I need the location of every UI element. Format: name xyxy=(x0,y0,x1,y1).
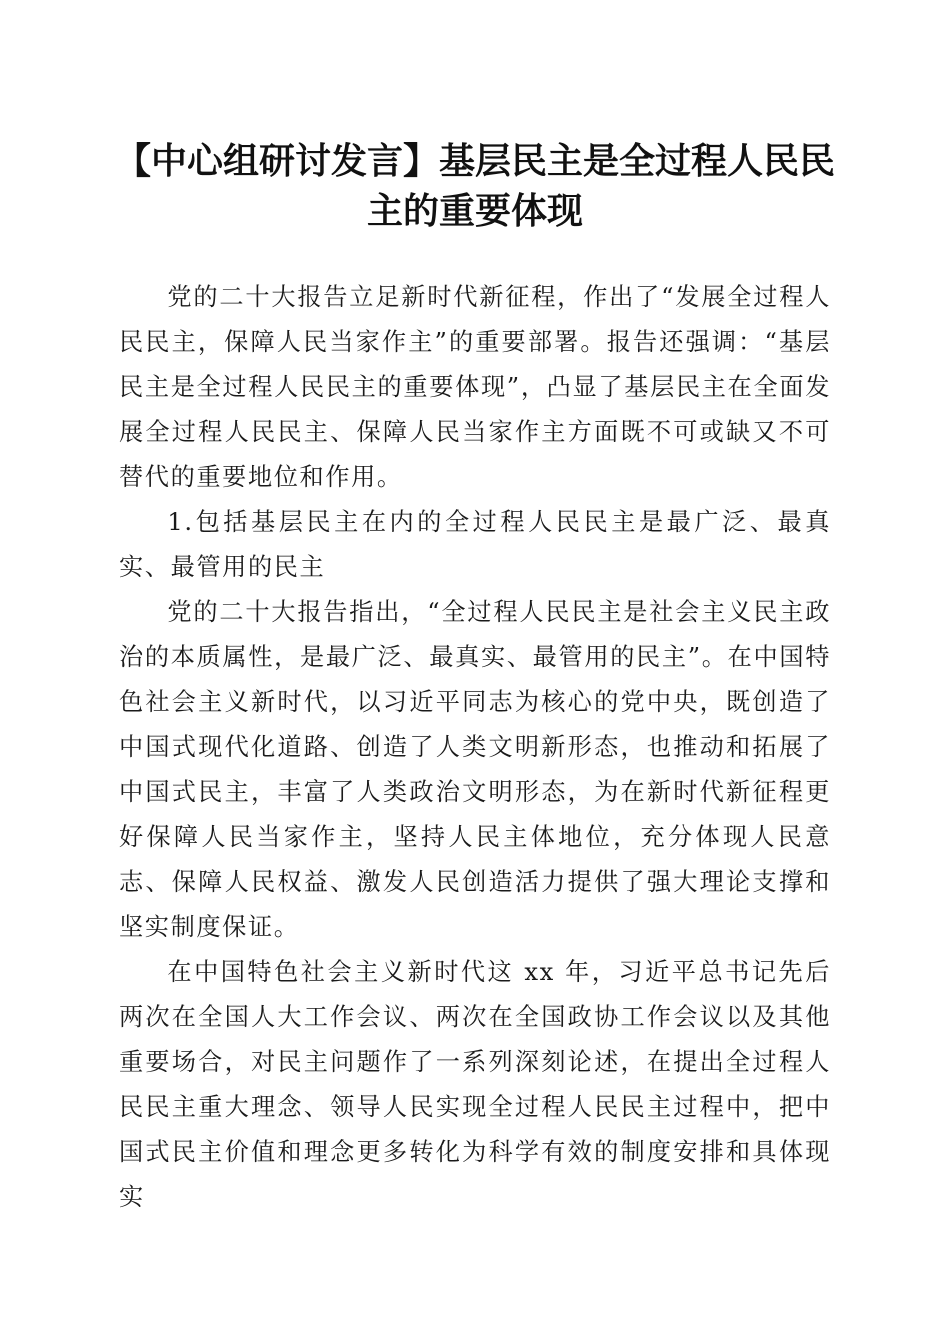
document-body xyxy=(119,275,831,1220)
paragraph-3: 在中国特色社会主义新时代这 xx 年，习近平总书记先后两次在全国人大工作会议、两次在全国政协工作会议以及其他重要场合，对民主问题作了一系列深刻论述，在提出全过程人民民主重大理念、领导人民实现全过程人民民主过程中，把中国式民主价值和理念更多转化为科学有效的制度安排和具体现实 xyxy=(119,958,831,1211)
title-line-2: 主的重要体现 xyxy=(366,190,583,232)
paragraph-2: 党的二十大报告指出，“全过程人民民主是社会主义民主政治的本质属性，是最广泛、最真实、最管用的民主”。在中国特色社会主义新时代，以习近平同志为核心的党中央，既创造了中国式现代化道路、创造了人类文明新形态，也推动和拓展了中国式民主，丰富了人类政治文明形态，为在新时代新征程更好保障人民当家作主，坚持人民主体地位，充分体现人民意志、保障人民权益、激发人民创造活力提供了强大理论支撑和坚实制度保证。 xyxy=(119,598,831,941)
section-heading-1: 1.包括基层民主在内的全过程人民民主是最广泛、最真实、最管用的民主 xyxy=(119,508,831,581)
document-title xyxy=(100,136,850,236)
title-line-1: 【中心组研讨发言】基层民主是全过程人民民 xyxy=(114,140,835,182)
paragraph-intro: 党的二十大报告立足新时代新征程，作出了“发展全过程人民民主，保障人民当家作主”的重要部署。报告还强调：“基层民主是全过程人民民主的重要体现”，凸显了基层民主在全面发展全过程人民民主、保障人民当家作主方面既不可或缺又不可替代的重要地位和作用。 xyxy=(119,283,831,491)
